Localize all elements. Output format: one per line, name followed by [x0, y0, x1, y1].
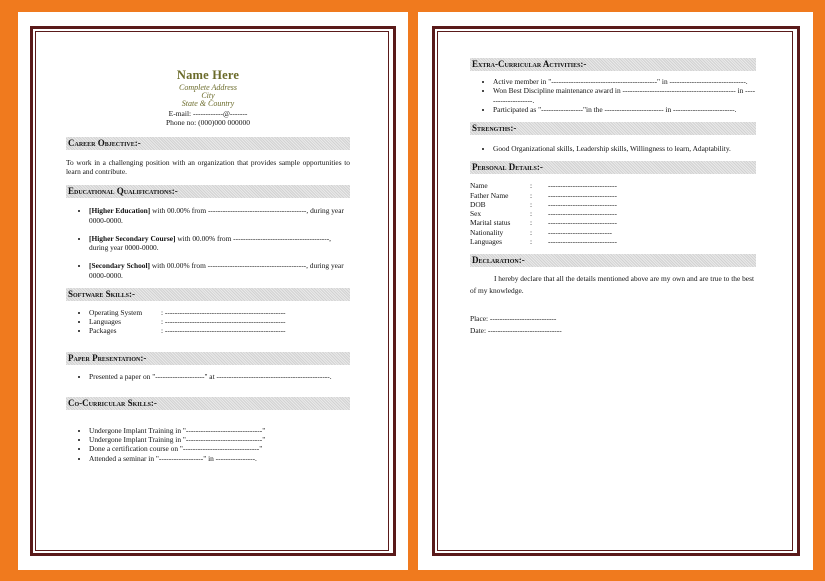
cocurricular-item: • Undergone Implant Training in "-------------------------------" — [89, 426, 350, 435]
personal-row — [470, 181, 756, 190]
personal-label: Languages — [470, 236, 503, 246]
extracurricular-heading: Extra-Curricular Activities:- — [470, 58, 756, 71]
personal-label: Marital status — [470, 218, 511, 228]
skill-value: : ------------------------------------------------- — [161, 326, 286, 336]
address-line-3: State & Country — [181, 99, 235, 109]
personal-row — [470, 237, 756, 246]
personal-label: DOB — [470, 199, 486, 209]
extracurricular-item: • Won Best Discipline maintenance award in ---------------------------------------------- in --------------------. — [493, 86, 756, 105]
personal-value: ---------------------------- — [548, 209, 617, 218]
skill-value: : ------------------------------------------------- — [161, 317, 286, 327]
personal-row — [470, 200, 756, 209]
extracurricular-item: • Active member in "-------------------------------------------" in -------------------------------. — [493, 77, 756, 86]
education-level: [Higher Secondary Course] — [89, 233, 176, 243]
education-detail: with 00.00% from ----------------------------------------, during year 0000-0000. — [89, 206, 344, 225]
education-list — [66, 206, 350, 280]
strengths-heading: Strengths:- — [470, 122, 756, 135]
personal-value: ---------------------------- — [548, 181, 617, 191]
personal-value: -------------------------- — [548, 227, 612, 237]
personal-details-heading: Personal Details:- — [470, 161, 756, 174]
phone-line: Phone no: (000)000 000000 — [166, 117, 250, 127]
career-objective-heading: Career Objective:- — [66, 137, 350, 150]
personal-value: ---------------------------- — [548, 199, 617, 209]
address-line-2: City — [201, 91, 215, 101]
declaration-place: Place: --------------------------- — [470, 313, 557, 323]
software-skill-item — [89, 308, 350, 317]
extracurricular-item: • Participated as "-----------------"in the ------------------------ in -------------------------. — [493, 105, 756, 114]
skill-label: • Packages — [89, 326, 117, 336]
email-line: E-mail: ------------@------- — [168, 108, 248, 118]
personal-details-table — [470, 181, 756, 246]
skill-value: : ------------------------------------------------- — [161, 307, 286, 317]
skill-label: • Operating System — [89, 307, 143, 317]
software-skills-heading: Software Skills:- — [66, 288, 350, 301]
strength-item: • Good Organizational skills, Leadership skills, Willingness to learn, Adaptability. — [493, 144, 756, 153]
paper-item: • Presented a paper on "--------------------" at ----------------------------------------------. — [89, 372, 350, 381]
software-skill-item — [89, 317, 350, 326]
personal-row — [470, 228, 756, 237]
cocurricular-item: • Done a certification course on "-------------------------------" — [89, 444, 350, 453]
paper-presentation-list — [66, 372, 350, 381]
right-page — [418, 12, 813, 570]
personal-value: ---------------------------- — [548, 218, 617, 228]
personal-colon: : — [530, 199, 533, 209]
cocurricular-heading: Co-Curricular Skills:- — [66, 397, 350, 410]
software-skills-list — [66, 308, 350, 336]
education-level: [Secondary School] — [89, 261, 150, 271]
education-detail: with 00.00% from ----------------------------------------, during year 0000-0000. — [89, 261, 344, 280]
personal-label: Name — [470, 181, 488, 191]
declaration-heading: Declaration:- — [470, 254, 756, 267]
personal-row — [470, 191, 756, 200]
candidate-name: Name Here — [176, 68, 240, 82]
strengths-list — [470, 144, 756, 153]
career-objective-text: To work in a challenging position with an organization that provides sample opportunities to learn and contribute. — [66, 157, 350, 177]
extracurricular-list — [470, 77, 756, 114]
education-detail: with 00.00% from ---------------------------------------, during year 0000-0000. — [89, 233, 332, 253]
personal-colon: : — [530, 236, 533, 246]
personal-colon: : — [530, 218, 533, 228]
personal-colon: : — [530, 227, 533, 237]
personal-colon: : — [530, 209, 533, 218]
declaration-date: Date: ------------------------------ — [470, 325, 562, 335]
address-line-1: Complete Address — [179, 82, 237, 92]
right-page-content — [470, 58, 756, 335]
personal-colon: : — [530, 190, 533, 200]
resume-header — [66, 68, 350, 127]
education-item — [89, 206, 350, 225]
software-skill-item — [89, 326, 350, 335]
skill-label: • Languages — [89, 317, 122, 327]
personal-label: Nationality — [470, 227, 504, 237]
paper-presentation-heading: Paper Presentation:- — [66, 352, 350, 365]
personal-label: Sex — [470, 209, 482, 218]
personal-row — [470, 218, 756, 227]
personal-row — [470, 209, 756, 218]
personal-value: ---------------------------- — [548, 190, 617, 200]
education-item — [89, 234, 350, 253]
personal-value: ---------------------------- — [548, 236, 617, 246]
education-item — [89, 261, 350, 280]
education-heading: Educational Qualifications:- — [66, 185, 350, 198]
left-page-content — [66, 68, 350, 463]
cocurricular-item: • Attended a seminar in "------------------" in ----------------. — [89, 454, 350, 463]
personal-label: Father Name — [470, 190, 509, 200]
declaration-text: I hereby declare that all the details mentioned above are my own and are true to the best of my knowledge. — [470, 274, 755, 295]
cocurricular-list — [66, 426, 350, 463]
cocurricular-item: • Undergone Implant Training in "-------------------------------" — [89, 435, 350, 444]
left-page — [18, 12, 408, 570]
education-level: [Higher Education] — [89, 206, 151, 216]
personal-colon: : — [530, 181, 533, 191]
